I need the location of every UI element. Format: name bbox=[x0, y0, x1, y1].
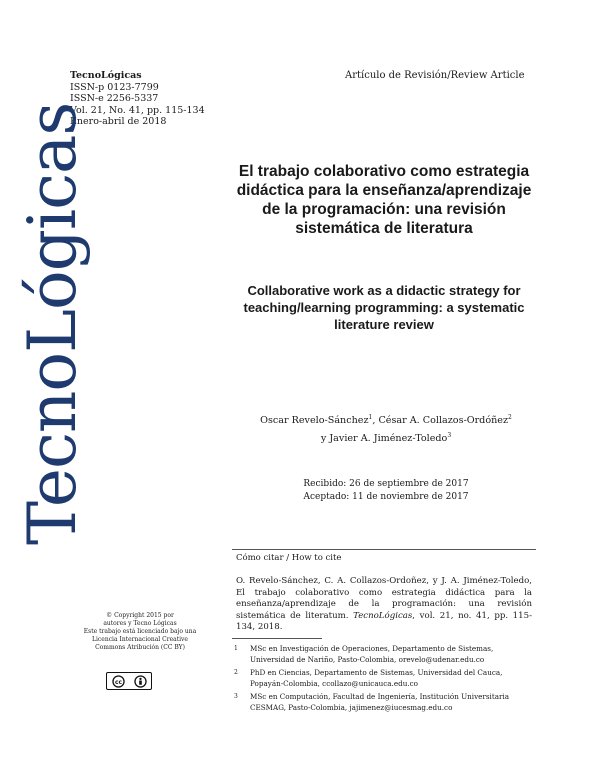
issue-date: Enero-abril de 2018 bbox=[70, 116, 167, 128]
cc-by-license-icon[interactable] bbox=[106, 672, 152, 690]
footnote bbox=[234, 667, 534, 689]
footnote-number: 1 bbox=[234, 645, 238, 652]
author-1: Oscar Revelo-Sánchez bbox=[260, 415, 369, 427]
copyright-line: autores y Tecno Lógicas bbox=[103, 620, 177, 627]
citation-divider bbox=[232, 549, 536, 550]
citation-text bbox=[236, 576, 532, 634]
footnote-number: 3 bbox=[234, 693, 238, 700]
title-spanish: El trabajo colaborativo como estrategia didáctica para la enseñanza/aprendizaje de la programación: una revisión sistemática de literatura bbox=[236, 163, 532, 237]
author-2-affiliation: 2 bbox=[508, 414, 512, 421]
volume-info: Vol. 21, No. 41, pp. 115-134 bbox=[70, 104, 205, 116]
copyright-notice bbox=[70, 612, 210, 652]
footnote-text: PhD en Ciencias, Departamento de Sistemas, Universidad del Cauca, Popayán-Colombia, ccollazo@unicauca.edu.co bbox=[250, 668, 503, 688]
copyright-line: Licencia Internacional Creative bbox=[92, 636, 188, 643]
author-and: y bbox=[320, 433, 330, 445]
title-english: Collaborative work as a didactic strategy for teaching/learning programming: a systematic literature review bbox=[243, 283, 525, 332]
footnote-number: 2 bbox=[234, 669, 238, 676]
person-icon bbox=[134, 675, 147, 688]
author-3: Javier A. Jiménez-Toledo bbox=[329, 433, 448, 445]
footnote-text: MSc en Computación, Facultad de Ingeniería, Institución Universitaria CESMAG, Pasto-Colombia, jajimenez@iucesmag.edu.co bbox=[250, 692, 510, 712]
svg-text:cc: cc bbox=[114, 679, 122, 686]
footnotes bbox=[234, 643, 534, 715]
footnote bbox=[234, 691, 534, 713]
copyright-line: Commons Atribución (CC BY) bbox=[95, 644, 185, 651]
author-separator: , bbox=[372, 415, 379, 427]
accepted-date: Aceptado: 11 de noviembre de 2017 bbox=[303, 491, 469, 502]
citation-end: , vol. 21, no. 41, pp. 115-134, 2018. bbox=[236, 610, 532, 632]
author-1-affiliation: 1 bbox=[368, 414, 373, 421]
author-list bbox=[236, 410, 536, 446]
footnote bbox=[234, 643, 534, 665]
received-date: Recibido: 26 de septiembre de 2017 bbox=[303, 479, 469, 489]
footnote-divider bbox=[232, 638, 322, 639]
citation-journal: TecnoLógicas bbox=[353, 610, 413, 621]
journal-logo-vertical: TecnoLógicas bbox=[14, 102, 91, 545]
cc-icon bbox=[112, 675, 125, 688]
issn-print: ISSN-p 0123-7799 bbox=[70, 81, 159, 93]
journal-name: TecnoLógicas bbox=[70, 70, 142, 81]
copyright-line: Este trabajo está licenciado bajo una bbox=[83, 628, 197, 635]
copyright-line: © Copyright 2015 por bbox=[106, 612, 174, 619]
article-type: Artículo de Revisión/Review Article bbox=[345, 70, 525, 81]
author-3-affiliation: 3 bbox=[447, 432, 452, 440]
citation-main: O. Revelo-Sánchez, C. A. Collazos-Ordoñez, y J. A. Jiménez-Toledo, El trabajo colaborativo como estrategia didáctica para la enseñanza/aprendizaje de la programación: una revisión sistemática de literatum. bbox=[236, 576, 532, 621]
author-2: César A. Collazos-Ordóñez bbox=[378, 415, 509, 427]
citation-label: Cómo citar / How to cite bbox=[236, 553, 342, 563]
footnote-text: MSc en Investigación de Operaciones, Departamento de Sistemas, Universidad de Nariño, Pasto-Colombia, orevelo@udenar.edu.co bbox=[250, 644, 494, 664]
issn-electronic: ISSN-e 2256-5337 bbox=[70, 93, 159, 105]
publication-dates bbox=[236, 478, 536, 503]
